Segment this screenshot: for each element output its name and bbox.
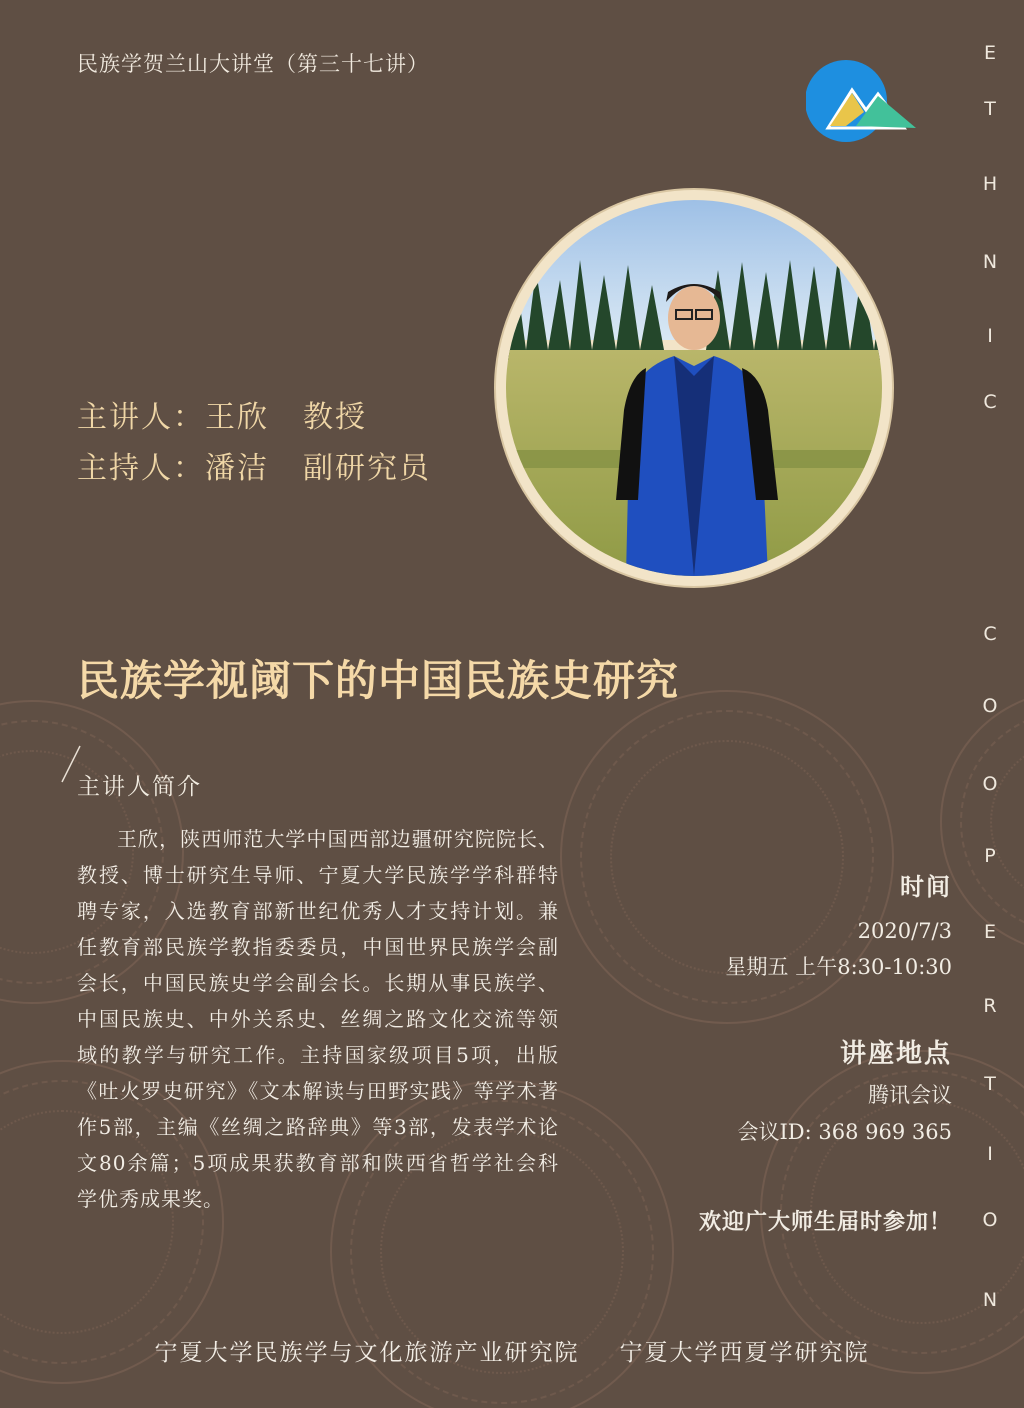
bio-heading: 主讲人简介 (77, 774, 202, 800)
speaker-name: 王欣 (205, 400, 269, 435)
bio-text: 王欣，陕西师范大学中国西部边疆研究院院长、教授、博士研究生导师、宁夏大学民族学学科群特聘专家，入选教育部新世纪优秀人才支持计划。兼任教育部民族学教指委委员，中国世界民族学会副会长，中国民族史学会副会长。长期从事民族学、中国民族史、中外关系史、丝绸之路文化交流等领域的教学与研究工作。主持国家级项目5项，出版《吐火罗史研究》《文本解读与田野实践》等学术著作5部，主编《丝绸之路辞典》等3部，发表学术论文80余篇；5项成果获教育部和陕西省哲学社会科学优秀成果奖。 (77, 827, 559, 1211)
host-role-label: 主持人： (77, 451, 205, 486)
vertical-letter: O (982, 695, 998, 717)
vertical-letter: N (982, 251, 998, 273)
vertical-letter: P (984, 845, 996, 867)
organizer-1: 宁夏大学民族学与文化旅游产业研究院 (154, 1340, 580, 1366)
speaker-role-label: 主讲人： (77, 400, 205, 435)
vertical-letters (978, 44, 1002, 1321)
speaker-info (77, 392, 367, 436)
host-name: 潘洁 (205, 451, 269, 486)
vertical-letter: C (983, 623, 997, 645)
mountain-logo-icon (806, 60, 916, 142)
vertical-letter: T (984, 98, 996, 120)
event-date: 2020/7/3 (857, 919, 952, 943)
vertical-letter: O (982, 773, 998, 795)
vertical-letter: I (987, 1143, 993, 1165)
organizer-2: 宁夏大学西夏学研究院 (619, 1340, 870, 1366)
vertical-spacer (978, 473, 1002, 625)
host-info (77, 443, 431, 487)
vertical-letter: E (983, 42, 996, 64)
vertical-letter: I (987, 325, 993, 347)
place-heading: 讲座地点 (839, 1039, 952, 1069)
footer-organizers (0, 1334, 1024, 1367)
host-title: 副研究员 (303, 451, 431, 486)
event-time-slot: 星期五 上午8:30-10:30 (725, 955, 952, 979)
vertical-letter: T (984, 1073, 996, 1095)
welcome-message: 欢迎广大师生届时参加！ (698, 1209, 952, 1235)
vertical-letter: R (983, 995, 997, 1017)
series-title: 民族学贺兰山大讲堂（第三十七讲） (77, 52, 429, 76)
meeting-id: 会议ID: 368 969 365 (737, 1120, 952, 1144)
vertical-letter: O (982, 1209, 998, 1231)
vertical-letter: C (983, 391, 997, 413)
time-heading: 时间 (900, 872, 952, 901)
event-place: 腾讯会议 (868, 1083, 952, 1107)
lecture-title: 民族学视阈下的中国民族史研究 (77, 656, 680, 705)
vertical-letter: H (982, 173, 998, 195)
speaker-photo (506, 200, 882, 576)
speaker-title: 教授 (303, 400, 367, 435)
speaker-photo-frame (496, 190, 892, 586)
vertical-letter: N (982, 1289, 998, 1311)
vertical-letter: E (983, 921, 996, 943)
